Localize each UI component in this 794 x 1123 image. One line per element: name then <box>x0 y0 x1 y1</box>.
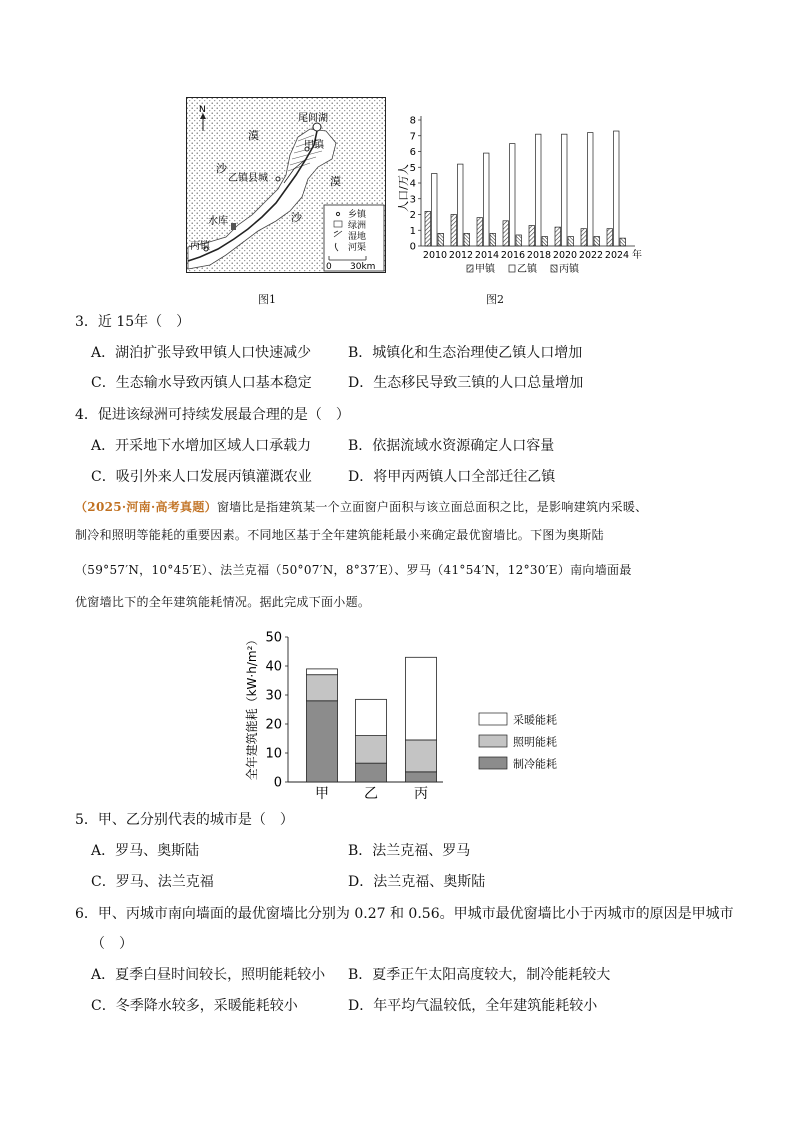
x-tick-label: 2024 <box>604 250 630 261</box>
bar-segment-采暖能耗-丙 <box>406 657 437 740</box>
bar-甲镇-2022 <box>581 229 587 246</box>
bar-丙镇-2024 <box>620 238 626 246</box>
bar-丙镇-2018 <box>542 237 548 246</box>
q6-option-b[interactable]: B．夏季正午太阳高度较大，制冷能耗较大 <box>348 967 611 983</box>
q3-option-c[interactable]: C．生态输水导致丙镇人口基本稳定 <box>91 375 312 391</box>
q4-option-d[interactable]: D．将甲丙两镇人口全部迁往乙镇 <box>348 469 556 485</box>
x-tick-label: 乙 <box>364 786 378 802</box>
bar-乙镇-2022 <box>588 133 594 246</box>
bar-甲镇-2010 <box>425 211 431 246</box>
y-tick-label: 8 <box>409 115 416 127</box>
y-tick-label: 3 <box>409 194 416 206</box>
q4-option-a[interactable]: A．开采地下水增加区域人口承载力 <box>91 438 312 454</box>
legend-swatch-采暖能耗 <box>479 713 507 725</box>
x-tick-label: 2018 <box>526 250 552 261</box>
legend-label-乙镇: 乙镇 <box>517 264 537 275</box>
legend-swatch-乙镇 <box>509 265 515 272</box>
bar-segment-采暖能耗-乙 <box>356 699 387 735</box>
intro-line-3: （59°57′N，10°45′E）、法兰克福（50°07′N，8°37′E）、罗马（41°54′N，12°30′E）南向墙面最 <box>75 563 632 577</box>
bar-segment-采暖能耗-甲 <box>307 669 338 675</box>
lake <box>313 123 321 131</box>
bar-甲镇-2024 <box>607 229 613 246</box>
bar-乙镇-2024 <box>614 131 620 246</box>
energy-chart-svg <box>238 615 578 805</box>
question-6-stem: 6．甲、丙城市南向墙面的最优窗墙比分别为 0.27 和 0.56。甲城市最优窗墙比小于丙城市的原因是甲城市 <box>75 906 734 922</box>
y-axis-label: 全年建筑能耗（kW·h/m²） <box>245 633 259 781</box>
bar-丙镇-2012 <box>464 233 470 246</box>
intro-line-4: 优窗墙比下的全年建筑能耗情况。据此完成下面小题。 <box>75 595 371 609</box>
x-tick-label: 2020 <box>552 250 578 261</box>
bar-乙镇-2010 <box>432 174 438 246</box>
bar-乙镇-2012 <box>458 164 464 246</box>
y-axis-label: 人口/万人 <box>397 164 410 212</box>
bar-segment-制冷能耗-乙 <box>356 763 387 782</box>
bar-丙镇-2014 <box>490 233 496 246</box>
fig2-caption: 图2 <box>486 293 504 306</box>
y-tick-label: 10 <box>265 746 282 762</box>
y-tick-label: 30 <box>265 688 282 704</box>
bar-甲镇-2020 <box>555 227 561 246</box>
q3-option-d[interactable]: D．生态移民导致三镇的人口总量增加 <box>348 375 584 391</box>
jia-label: 甲镇 <box>304 140 324 151</box>
legend-oasis: 绿洲 <box>348 221 367 231</box>
legend-swatch-丙镇 <box>551 265 557 272</box>
question-3-stem: 3．近 15年（ ） <box>75 314 191 330</box>
q6-option-c[interactable]: C．冬季降水较多，采暖能耗较小 <box>91 998 298 1014</box>
scale-zero: 0 <box>326 262 332 272</box>
bar-丙镇-2022 <box>594 237 600 246</box>
y-tick-label: 0 <box>409 241 416 253</box>
q3-option-b[interactable]: B．城镇化和生态治理使乙镇人口增加 <box>348 345 583 361</box>
bar-乙镇-2014 <box>484 153 490 246</box>
sha-label-2: 沙 <box>291 211 302 224</box>
mo-label-1: 漠 <box>248 129 259 142</box>
bar-segment-制冷能耗-甲 <box>307 701 338 782</box>
x-tick-label: 甲 <box>315 786 329 802</box>
bar-乙镇-2018 <box>536 134 542 246</box>
bar-甲镇-2014 <box>477 218 483 246</box>
reservoir-label: 水库 <box>208 216 228 227</box>
energy-chart <box>238 615 578 805</box>
q5-option-c[interactable]: C．罗马、法兰克福 <box>91 874 214 890</box>
bar-segment-照明能耗-丙 <box>406 740 437 772</box>
scale-end: 30km <box>350 262 376 272</box>
q6-option-d[interactable]: D．年平均气温较低，全年建筑能耗较小 <box>348 998 598 1014</box>
legend-river: 河渠 <box>348 243 367 253</box>
q3-option-a[interactable]: A．湖泊扩张导致甲镇人口快速减少 <box>91 345 312 361</box>
q5-option-d[interactable]: D．法兰克福、奥斯陆 <box>348 874 486 890</box>
q5-option-b[interactable]: B．法兰克福、罗马 <box>348 843 471 859</box>
x-tick-label: 2012 <box>448 250 474 261</box>
source-tag: （2025·河南·高考真题） <box>75 500 217 514</box>
bar-甲镇-2018 <box>529 226 535 246</box>
y-tick-label: 0 <box>273 775 282 791</box>
y-tick-label: 1 <box>409 225 416 237</box>
intro-line-1: （2025·河南·高考真题）窗墙比是指建筑某一个立面窗户面积与该立面总面积之比，是影响建筑内采暖、 <box>75 500 648 514</box>
bar-乙镇-2020 <box>562 134 568 246</box>
y-tick-label: 40 <box>265 659 282 675</box>
mo-label-2: 漠 <box>330 175 341 188</box>
bar-甲镇-2016 <box>503 221 509 246</box>
lake-label: 尾闾湖 <box>298 113 328 124</box>
legend-label-照明能耗: 照明能耗 <box>513 735 557 749</box>
x-tick-label: 2010 <box>422 250 448 261</box>
bing-label: 丙镇 <box>190 241 210 252</box>
population-chart-svg <box>395 112 640 282</box>
bar-乙镇-2016 <box>510 144 516 246</box>
q5-option-a[interactable]: A．罗马、奥斯陆 <box>91 843 200 859</box>
q4-option-c[interactable]: C．吸引外来人口发展丙镇灌溉农业 <box>91 469 312 485</box>
sha-label-1: 沙 <box>216 162 227 175</box>
bar-segment-照明能耗-甲 <box>307 675 338 701</box>
y-tick-label: 2 <box>409 210 416 221</box>
legend-town: 乡镇 <box>348 210 367 220</box>
legend-label-丙镇: 丙镇 <box>559 264 579 275</box>
map-svg <box>186 97 386 273</box>
figure-1-map <box>186 97 386 273</box>
question-6-stem-bracket: （ ） <box>91 936 133 952</box>
legend-swatch-甲镇 <box>467 265 473 272</box>
legend-swatch-照明能耗 <box>479 735 507 747</box>
bar-segment-照明能耗-乙 <box>356 736 387 764</box>
bar-丙镇-2010 <box>438 233 444 246</box>
bar-丙镇-2016 <box>516 235 522 246</box>
x-tick-label: 2014 <box>474 250 500 261</box>
legend-label-采暖能耗: 采暖能耗 <box>513 713 557 727</box>
y-tick-label: 6 <box>409 147 416 158</box>
x-tick-label: 2016 <box>500 250 526 261</box>
fig1-caption: 图1 <box>258 293 276 306</box>
question-4-stem: 4．促进该绿洲可持续发展最合理的是（ ） <box>75 407 350 423</box>
figure-2-chart <box>395 112 640 282</box>
q6-option-a[interactable]: A．夏季白昼时间较长，照明能耗较小 <box>91 967 326 983</box>
y-tick-label: 20 <box>265 717 282 733</box>
legend-wetland: 湿地 <box>348 232 367 242</box>
north-label: N <box>199 105 206 115</box>
question-5-stem: 5．甲、乙分别代表的城市是（ ） <box>75 812 294 828</box>
intro-line-2: 制冷和照明等能耗的重要因素。不同地区基于全年建筑能耗最小来确定最优窗墙比。下图为奥斯陆 <box>75 528 604 542</box>
x-tick-label: 2022 <box>578 250 604 261</box>
y-tick-label: 7 <box>409 131 416 143</box>
y-tick-label: 50 <box>265 630 282 646</box>
yi-label: 乙镇县城 <box>228 173 268 184</box>
legend-label-甲镇: 甲镇 <box>475 264 495 275</box>
x-unit-label: 年 <box>632 250 642 261</box>
x-tick-label: 丙 <box>414 786 428 802</box>
y-tick-label: 5 <box>409 162 416 174</box>
bar-丙镇-2020 <box>568 237 574 246</box>
legend-label-制冷能耗: 制冷能耗 <box>513 757 557 771</box>
bar-甲镇-2012 <box>451 215 457 247</box>
bar-segment-制冷能耗-丙 <box>406 772 437 782</box>
q4-option-b[interactable]: B．依据流域水资源确定人口容量 <box>348 438 555 454</box>
y-tick-label: 4 <box>409 178 416 190</box>
legend-swatch-制冷能耗 <box>479 757 507 769</box>
